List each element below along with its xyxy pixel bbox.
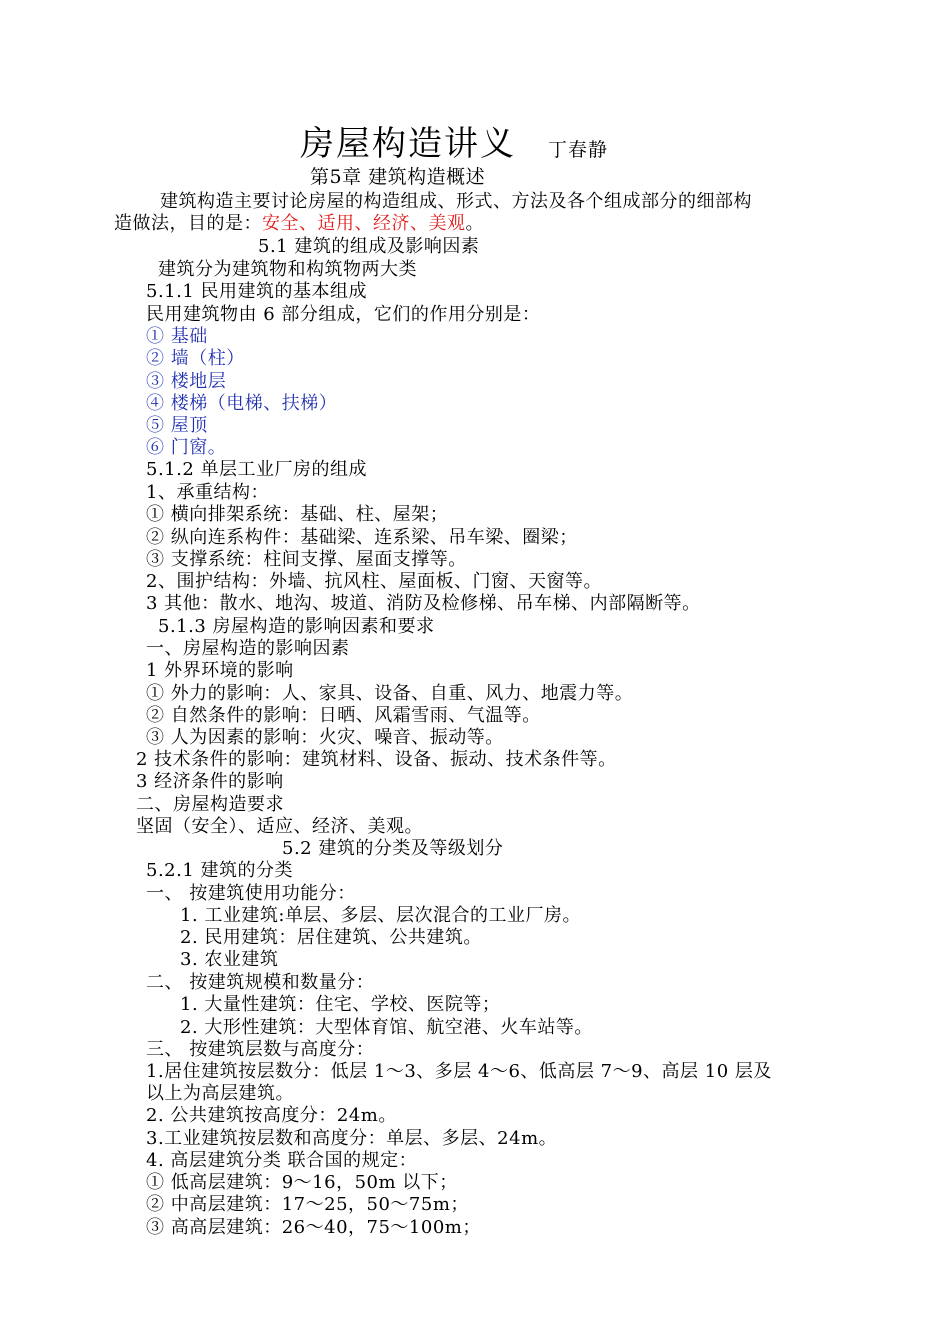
author-name: 丁春静 xyxy=(548,139,609,161)
text-line: ① 横向排架系统：基础、柱、屋架； xyxy=(146,504,449,525)
intro-goals-highlight: 安全、适用、经济、美观 xyxy=(262,213,466,234)
component-item: ③ 楼地层 xyxy=(146,371,227,392)
text-line: 坚固（安全）、适应、经济、美观。 xyxy=(136,816,423,837)
classification-item: 2. 民用建筑：居住建筑、公共建筑。 xyxy=(180,927,482,948)
intro-suffix: 。 xyxy=(465,213,484,234)
classification-item: 1. 大量性建筑：住宅、学校、医院等； xyxy=(180,994,501,1015)
text-line: 3 其他：散水、地沟、坡道、消防及检修梯、吊车梯、内部隔断等。 xyxy=(146,593,701,614)
section-5-1-2-heading: 5.1.2 单层工业厂房的组成 xyxy=(146,459,368,480)
text-line: 2. 公共建筑按高度分：24m。 xyxy=(146,1105,397,1126)
classification-item: 3. 农业建筑 xyxy=(180,949,279,970)
text-line: 二、房屋构造要求 xyxy=(136,794,284,815)
text-line: 一、房屋构造的影响因素 xyxy=(146,638,350,659)
component-item: ② 墙（柱） xyxy=(146,348,245,369)
text-line: 1.居住建筑按层数分：低层 1～3、多层 4～6、低高层 7～9、高层 10 层及 xyxy=(146,1061,772,1082)
text-line: ② 纵向连系构件：基础梁、连系梁、吊车梁、圈梁； xyxy=(146,527,578,548)
text-line: 3 经济条件的影响 xyxy=(136,771,284,792)
classification-item: 2. 大形性建筑：大型体育馆、航空港、火车站等。 xyxy=(180,1017,593,1038)
section-5-1-1-intro: 民用建筑物由 6 部分组成，它们的作用分别是： xyxy=(146,304,541,325)
text-line: 2、围护结构：外墙、抗风柱、屋面板、门窗、天窗等。 xyxy=(146,571,602,592)
intro-prefix: 造做法，目的是： xyxy=(114,213,262,234)
text-line: 以上为高层建筑。 xyxy=(146,1083,294,1104)
section-5-1-heading: 5.1 建筑的组成及影响因素 xyxy=(258,236,480,257)
text-line: ① 外力的影响：人、家具、设备、自重、风力、地震力等。 xyxy=(146,683,634,704)
component-item: ① 基础 xyxy=(146,326,208,347)
intro-line-2 xyxy=(114,213,484,235)
text-line: ① 低高层建筑：9～16，50m 以下； xyxy=(146,1172,458,1193)
component-item: ⑤ 屋顶 xyxy=(146,415,208,436)
text-line: 4. 高层建筑分类 联合国的规定： xyxy=(146,1150,418,1171)
section-5-2-heading: 5.2 建筑的分类及等级划分 xyxy=(282,838,504,859)
classification-item: 1. 工业建筑:单层、多层、层次混合的工业厂房。 xyxy=(180,905,581,926)
text-line: ② 自然条件的影响：日晒、风霜雪雨、气温等。 xyxy=(146,705,541,726)
text-line: ② 中高层建筑：17～25，50～75m； xyxy=(146,1194,469,1215)
section-5-1-note: 建筑分为建筑物和构筑物两大类 xyxy=(158,259,417,280)
chapter-heading: 第5章 建筑构造概述 xyxy=(310,166,486,188)
text-line: ③ 支撑系统：柱间支撑、屋面支撑等。 xyxy=(146,549,467,570)
component-item: ⑥ 门窗。 xyxy=(146,437,227,458)
text-line: ③ 高高层建筑：26～40，75～100m； xyxy=(146,1217,481,1238)
section-5-2-1-heading: 5.2.1 建筑的分类 xyxy=(146,860,294,881)
document-title: 房屋构造讲义 xyxy=(300,124,516,164)
intro-line-1: 建筑构造主要讨论房屋的构造组成、形式、方法及各个组成部分的细部构 xyxy=(160,191,752,212)
section-5-1-1-heading: 5.1.1 民用建筑的基本组成 xyxy=(146,281,368,302)
component-item: ④ 楼梯（电梯、扶梯） xyxy=(146,393,338,414)
classification-heading: 一、 按建筑使用功能分： xyxy=(146,883,356,904)
text-line: 1 外界环境的影响 xyxy=(146,660,294,681)
text-line: 3.工业建筑按层数和高度分：单层、多层、24m。 xyxy=(146,1128,558,1149)
classification-heading: 三、 按建筑层数与高度分： xyxy=(146,1039,375,1060)
classification-heading: 二、 按建筑规模和数量分： xyxy=(146,972,375,993)
text-line: 1、承重结构： xyxy=(146,482,269,503)
section-5-1-3-heading: 5.1.3 房屋构造的影响因素和要求 xyxy=(158,616,435,637)
text-line: ③ 人为因素的影响：火灾、噪音、振动等。 xyxy=(146,727,504,748)
text-line: 2 技术条件的影响：建筑材料、设备、振动、技术条件等。 xyxy=(136,749,617,770)
